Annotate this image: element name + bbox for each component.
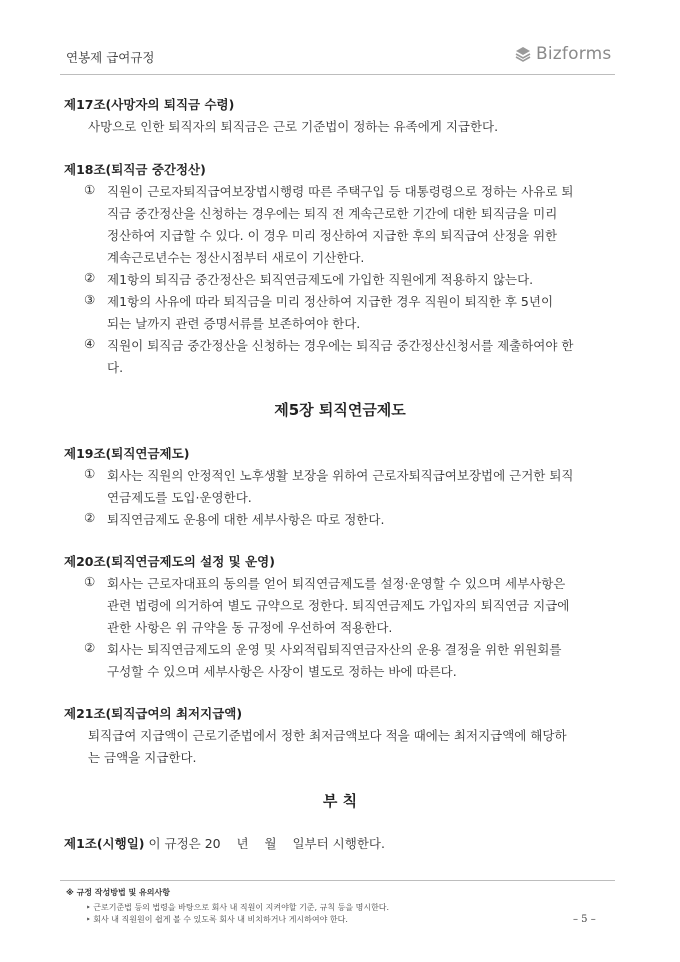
item-line: 연금제도를 도입·운영한다. (107, 490, 252, 505)
item-line: 다. (107, 360, 124, 375)
item-number: ① (84, 466, 96, 481)
article-17-text: 사망으로 인한 퇴직자의 퇴직금은 근로 기준법이 정하는 유족에게 지급한다. (88, 119, 499, 134)
item-number: ② (84, 270, 96, 285)
bizforms-logo (514, 44, 611, 64)
addendum-article-1-title: 제1조(시행일) (64, 836, 145, 851)
item-number: ② (84, 510, 96, 525)
item-line: 관한 사항은 위 규약을 동 규정에 우선하여 적용한다. (107, 620, 393, 635)
item-number: ① (84, 574, 96, 589)
item-line: 제1항의 퇴직금 중간정산은 퇴직연금제도에 가입한 직원에게 적용하지 않는다. (107, 272, 534, 287)
item-line: 정산하여 지급할 수 있다. 이 경우 미리 정산하여 지급한 후의 퇴직급여 산정을 위한 (107, 228, 558, 243)
item-number: ③ (84, 292, 96, 307)
article-18-title: 제18조(퇴직금 중간정산) (64, 162, 206, 177)
item-line: 회사는 퇴직연금제도의 운영 및 사외적립퇴직연금자산의 운용 결정을 위한 위원회를 (107, 642, 562, 657)
article-20-title: 제20조(퇴직연금제도의 설정 및 운영) (64, 554, 275, 569)
article-21-title: 제21조(퇴직급여의 최저지급액) (64, 706, 243, 721)
item-number: ② (84, 640, 96, 655)
item-line: 직원이 퇴직금 중간정산을 신청하는 경우에는 퇴직금 중간정산신청서를 제출하여야 한 (107, 338, 574, 353)
article-17-title: 제17조(사망자의 퇴직금 수령) (64, 97, 235, 112)
item-line: 계속근로년수는 정산시점부터 새로이 기산한다. (107, 250, 365, 265)
document-title: 연봉제 급여규정 (66, 50, 155, 65)
page-number: – 5 – (573, 914, 596, 925)
footer-note: ‣ 회사 내 직원원이 쉽게 볼 수 있도록 회사 내 비치하거나 게시하여야 한다. (86, 915, 348, 924)
item-line: 제1항의 사유에 따라 퇴직금을 미리 정산하여 지급한 경우 직원이 퇴직한 후 5년이 (107, 294, 554, 309)
logo-text: Bizforms (536, 44, 612, 64)
addendum-article-1 (64, 834, 385, 852)
item-number: ④ (84, 336, 96, 351)
addendum-article-1-text: 이 규정은 20 년 월 일부터 시행한다. (148, 836, 385, 851)
item-number: ① (84, 182, 96, 197)
item-line: 회사는 직원의 안정적인 노후생활 보장을 위하여 근로자퇴직급여보장법에 근거한 퇴직 (107, 468, 574, 483)
item-line: 되는 날까지 관련 증명서류를 보존하여야 한다. (107, 316, 361, 331)
item-line: 구성할 수 있으며 세부사항은 사장이 별도로 정하는 바에 따른다. (107, 664, 457, 679)
article-21-line-2: 는 금액을 지급한다. (88, 750, 197, 765)
item-line: 직금 중간정산을 신청하는 경우에는 퇴직 전 계속근로한 기간에 대한 퇴직금을 미리 (107, 206, 558, 221)
item-line: 퇴직연금제도 운용에 대한 세부사항은 따로 정한다. (107, 512, 385, 527)
article-19-title: 제19조(퇴직연금제도) (64, 446, 190, 461)
footer-divider (60, 880, 615, 881)
item-line: 회사는 근로자대표의 동의를 얻어 퇴직연금제도를 설정·운영할 수 있으며 세부사항은 (107, 576, 566, 591)
item-line: 관련 법령에 의거하여 별도 규약으로 정한다. 퇴직연금제도 가입자의 퇴직연금 지급에 (107, 598, 570, 613)
article-21-line-1: 퇴직급여 지급액이 근로기준법에서 정한 최저금액보다 적을 때에는 최저지급액에 해당하 (88, 728, 567, 743)
header-divider (60, 74, 615, 75)
item-line: 직원이 근로자퇴직급여보장법시행령 따른 주택구입 등 대통령령으로 정하는 사유로 퇴 (107, 184, 574, 199)
footer-notes-heading: ※ 규정 작성방법 및 유의사항 (66, 888, 170, 897)
chapter-5-heading: 제5장 퇴직연금제도 (274, 401, 406, 419)
addendum-heading: 부 칙 (322, 792, 358, 810)
footer-note: ‣ 근로기준법 등의 법령을 바탕으로 회사 내 직원이 지켜야할 기준, 규칙 등을 명시한다. (86, 903, 390, 912)
bizforms-logo-icon (514, 45, 532, 63)
